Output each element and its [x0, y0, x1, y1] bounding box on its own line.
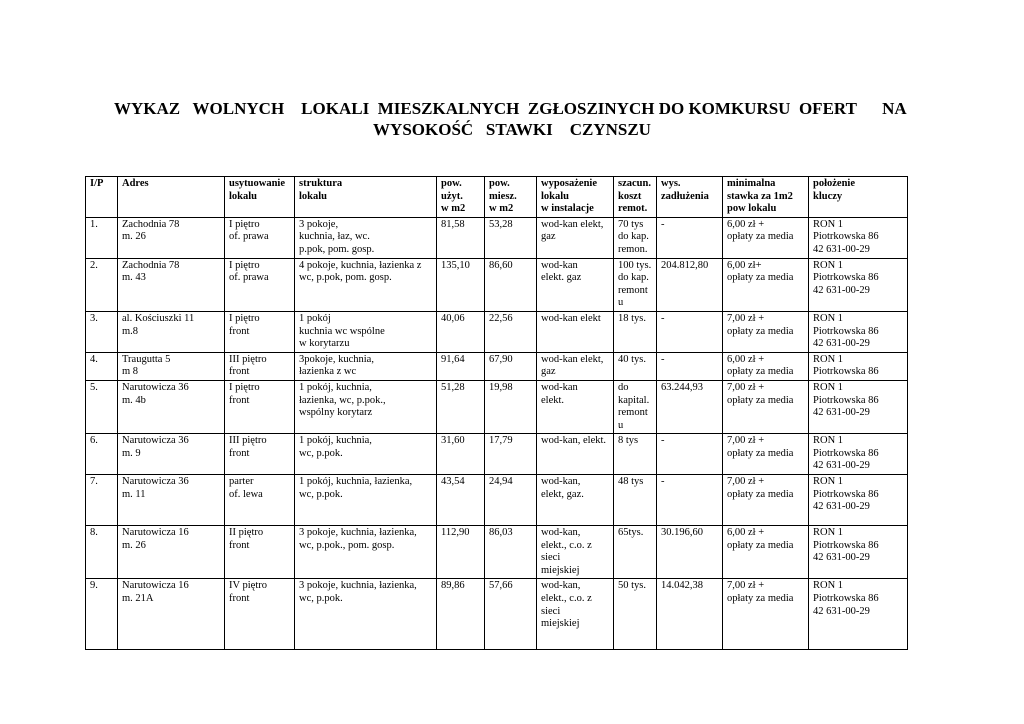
cell-min-rate: 6,00 zł + opłaty za media [723, 217, 809, 258]
vacant-units-table [85, 176, 908, 650]
cell-living-area: 67,90 [485, 352, 537, 380]
cell-structure: 1 pokój, kuchnia, łazienka, wc, p.pok. [295, 475, 437, 526]
header-location: usytuowanie lokalu [225, 177, 295, 218]
cell-min-rate: 7,00 zł + opłaty za media [723, 475, 809, 526]
table-row [86, 311, 908, 352]
cell-living-area: 19,98 [485, 380, 537, 433]
header-renovation-cost: szacun. koszt remot. [614, 177, 657, 218]
header-min-rate: minimalna stawka za 1m2 pow lokalu [723, 177, 809, 218]
cell-usable-area: 135,10 [437, 258, 485, 311]
cell-location: I piętro of. prawa [225, 258, 295, 311]
cell-lp: 5. [86, 380, 118, 433]
cell-location: II piętro front [225, 526, 295, 579]
cell-address: Narutowicza 16 m. 26 [118, 526, 225, 579]
cell-usable-area: 81,58 [437, 217, 485, 258]
cell-installations: wod-kan elekt, gaz [537, 352, 614, 380]
table-row [86, 475, 908, 526]
table-row [86, 258, 908, 311]
cell-debt: 63.244,93 [657, 380, 723, 433]
cell-address: Narutowicza 36 m. 11 [118, 475, 225, 526]
cell-renovation-cost: 48 tys [614, 475, 657, 526]
cell-usable-area: 31,60 [437, 434, 485, 475]
header-living-area: pow. miesz. w m2 [485, 177, 537, 218]
cell-min-rate: 6,00 zł + opłaty za media [723, 526, 809, 579]
cell-living-area: 17,79 [485, 434, 537, 475]
table-header-row [86, 177, 908, 218]
cell-renovation-cost: do kapital. remont u [614, 380, 657, 433]
cell-location: I piętro front [225, 380, 295, 433]
cell-keys-location: RON 1 Piotrkowska 86 42 631-00-29 [809, 475, 908, 526]
cell-structure: 3 pokoje, kuchnia, łaz, wc. p.pok, pom. gosp. [295, 217, 437, 258]
cell-usable-area: 89,86 [437, 579, 485, 650]
cell-keys-location: RON 1 Piotrkowska 86 [809, 352, 908, 380]
cell-renovation-cost: 65tys. [614, 526, 657, 579]
cell-min-rate: 6,00 zł+ opłaty za media [723, 258, 809, 311]
cell-structure: 3 pokoje, kuchnia, łazienka, wc, p.pok. [295, 579, 437, 650]
cell-lp: 3. [86, 311, 118, 352]
cell-address: Narutowicza 16 m. 21A [118, 579, 225, 650]
cell-usable-area: 40,06 [437, 311, 485, 352]
cell-location: III piętro front [225, 434, 295, 475]
table-row [86, 526, 908, 579]
cell-lp: 1. [86, 217, 118, 258]
cell-debt: 30.196,60 [657, 526, 723, 579]
table-row [86, 352, 908, 380]
cell-min-rate: 7,00 zł + opłaty za media [723, 579, 809, 650]
cell-debt: 204.812,80 [657, 258, 723, 311]
cell-address: Zachodnia 78 m. 26 [118, 217, 225, 258]
cell-lp: 9. [86, 579, 118, 650]
cell-debt: - [657, 475, 723, 526]
cell-living-area: 86,60 [485, 258, 537, 311]
cell-keys-location: RON 1 Piotrkowska 86 42 631-00-29 [809, 579, 908, 650]
cell-renovation-cost: 18 tys. [614, 311, 657, 352]
cell-installations: wod-kan elekt, gaz [537, 217, 614, 258]
header-lp: I/P [86, 177, 118, 218]
cell-living-area: 86,03 [485, 526, 537, 579]
cell-installations: wod-kan elekt [537, 311, 614, 352]
cell-location: parter of. lewa [225, 475, 295, 526]
cell-location: III piętro front [225, 352, 295, 380]
cell-keys-location: RON 1 Piotrkowska 86 42 631-00-29 [809, 217, 908, 258]
cell-installations: wod-kan, elekt., c.o. z sieci miejskiej [537, 579, 614, 650]
cell-installations: wod-kan, elekt. [537, 434, 614, 475]
cell-address: Narutowicza 36 m. 4b [118, 380, 225, 433]
table-row [86, 380, 908, 433]
table-row [86, 217, 908, 258]
title-line-2: WYSOKOŚĆ STAWKI CZYNSZU [373, 120, 651, 139]
header-installations: wyposażenie lokalu w instalacje [537, 177, 614, 218]
cell-renovation-cost: 100 tys. do kap. remont u [614, 258, 657, 311]
cell-lp: 7. [86, 475, 118, 526]
header-usable-area: pow. użyt. w m2 [437, 177, 485, 218]
cell-renovation-cost: 8 tys [614, 434, 657, 475]
cell-debt: - [657, 217, 723, 258]
header-keys-location: położenie kluczy [809, 177, 908, 218]
cell-address: Traugutta 5 m 8 [118, 352, 225, 380]
cell-structure: 4 pokoje, kuchnia, łazienka z wc, p.pok, pom. gosp. [295, 258, 437, 311]
cell-structure: 3pokoje, kuchnia, łazienka z wc [295, 352, 437, 380]
cell-renovation-cost: 50 tys. [614, 579, 657, 650]
cell-usable-area: 51,28 [437, 380, 485, 433]
cell-living-area: 57,66 [485, 579, 537, 650]
cell-living-area: 53,28 [485, 217, 537, 258]
cell-address: al. Kościuszki 11 m.8 [118, 311, 225, 352]
cell-structure: 3 pokoje, kuchnia, łazienka, wc, p.pok., pom. gosp. [295, 526, 437, 579]
cell-debt: - [657, 434, 723, 475]
cell-lp: 6. [86, 434, 118, 475]
cell-min-rate: 6,00 zł + opłaty za media [723, 352, 809, 380]
cell-renovation-cost: 40 tys. [614, 352, 657, 380]
cell-keys-location: RON 1 Piotrkowska 86 42 631-00-29 [809, 258, 908, 311]
cell-installations: wod-kan, elekt., c.o. z sieci miejskiej [537, 526, 614, 579]
header-address: Adres [118, 177, 225, 218]
cell-min-rate: 7,00 zł + opłaty za media [723, 380, 809, 433]
cell-debt: - [657, 311, 723, 352]
cell-usable-area: 112,90 [437, 526, 485, 579]
cell-renovation-cost: 70 tys do kap. remon. [614, 217, 657, 258]
cell-usable-area: 91,64 [437, 352, 485, 380]
cell-living-area: 22,56 [485, 311, 537, 352]
cell-living-area: 24,94 [485, 475, 537, 526]
cell-location: I piętro of. prawa [225, 217, 295, 258]
cell-installations: wod-kan, elekt, gaz. [537, 475, 614, 526]
header-structure: struktura lokalu [295, 177, 437, 218]
cell-installations: wod-kan elekt. gaz [537, 258, 614, 311]
header-debt: wys. zadłużenia [657, 177, 723, 218]
cell-structure: 1 pokój, kuchnia, wc, p.pok. [295, 434, 437, 475]
cell-lp: 2. [86, 258, 118, 311]
cell-address: Zachodnia 78 m. 43 [118, 258, 225, 311]
table-row [86, 579, 908, 650]
cell-debt: - [657, 352, 723, 380]
cell-min-rate: 7,00 zł + opłaty za media [723, 311, 809, 352]
cell-installations: wod-kan elekt. [537, 380, 614, 433]
cell-keys-location: RON 1 Piotrkowska 86 42 631-00-29 [809, 380, 908, 433]
cell-location: IV piętro front [225, 579, 295, 650]
table-row [86, 434, 908, 475]
cell-min-rate: 7,00 zł + opłaty za media [723, 434, 809, 475]
cell-keys-location: RON 1 Piotrkowska 86 42 631-00-29 [809, 434, 908, 475]
title-line-1: WYKAZ WOLNYCH LOKALI MIESZKALNYCH ZGŁOSZINYCH DO KOMKURSU OFERT NA [114, 99, 907, 118]
cell-keys-location: RON 1 Piotrkowska 86 42 631-00-29 [809, 526, 908, 579]
cell-address: Narutowicza 36 m. 9 [118, 434, 225, 475]
cell-structure: 1 pokój, kuchnia, łazienka, wc, p.pok., wspólny korytarz [295, 380, 437, 433]
cell-usable-area: 43,54 [437, 475, 485, 526]
cell-keys-location: RON 1 Piotrkowska 86 42 631-00-29 [809, 311, 908, 352]
cell-structure: 1 pokój kuchnia wc wspólne w korytarzu [295, 311, 437, 352]
cell-location: I piętro front [225, 311, 295, 352]
cell-debt: 14.042,38 [657, 579, 723, 650]
cell-lp: 4. [86, 352, 118, 380]
cell-lp: 8. [86, 526, 118, 579]
